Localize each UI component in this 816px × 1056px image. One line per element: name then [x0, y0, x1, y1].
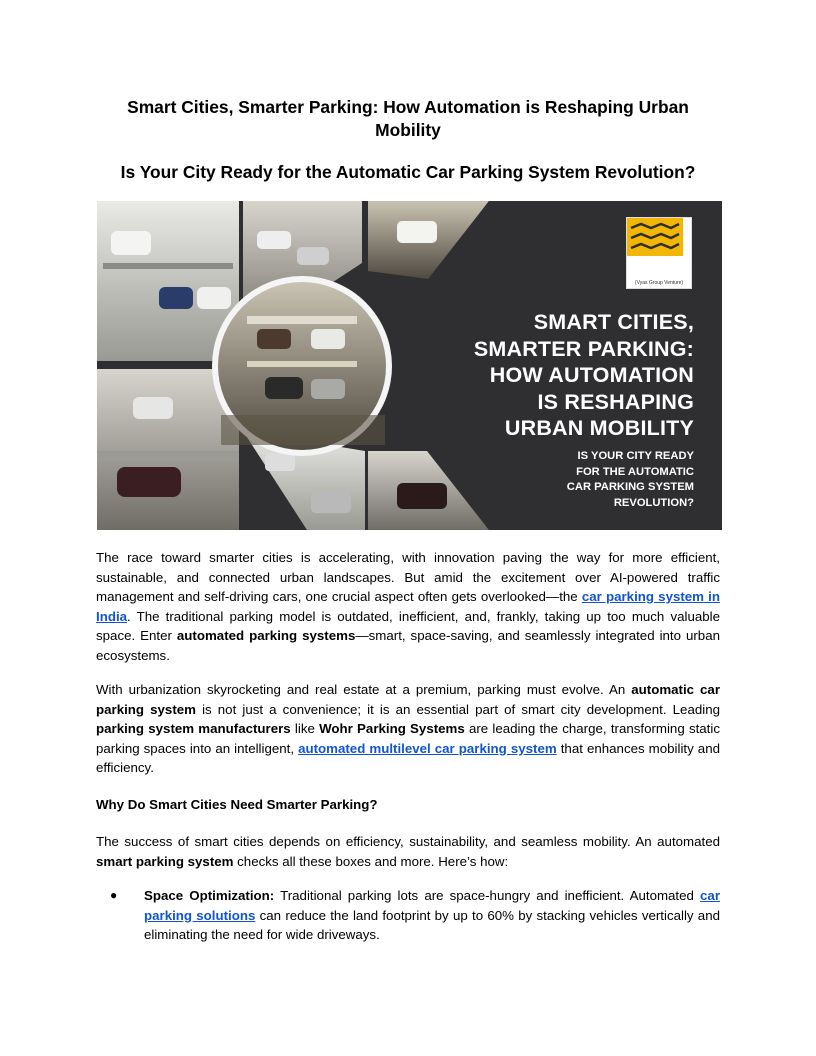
link-car-parking-solutions[interactable]: car parking solutions — [144, 888, 720, 923]
hero-banner-image — [97, 201, 722, 530]
bullet-icon: ● — [110, 888, 118, 902]
page-title: Smart Cities, Smarter Parking: How Automation is Reshaping Urban Mobility — [127, 97, 689, 140]
text-run: The race toward smarter cities is accelerating, with innovation paving the way for more efficient, sustainable, and connected urban landscapes. But amid the excitement over AI-powered traffic management and self-driving cars, one crucial aspect often gets overlooked—the — [96, 550, 720, 605]
bold-automated-parking-systems: automated parking systems — [176, 628, 356, 644]
page-subtitle: Is Your City Ready for the Automatic Car Parking System Revolution? — [120, 162, 696, 182]
bold-smart-parking-system: smart parking system — [96, 853, 234, 869]
bullet-list — [96, 886, 720, 945]
text-run: —smart, space-saving, and seamlessly integrated into urban ecosystems. — [96, 628, 720, 663]
text-run: The success of smart cities depends on efficiency, sustainability, and seamless mobility. An automated — [96, 834, 720, 849]
text-run: is not just a convenience; it is an essential part of smart city development. Leading — [195, 701, 720, 717]
car-blue — [159, 287, 193, 309]
wohr-logo — [626, 217, 692, 289]
section-heading: Why Do Smart Cities Need Smarter Parking? — [96, 797, 378, 812]
car-white — [111, 231, 151, 255]
text-run: can reduce the land footprint by up to 60% by stacking vehicles vertically and eliminating the need for wide driveways. — [144, 907, 720, 943]
logo-tagline: (Vyas Group Venture) — [634, 280, 684, 286]
bold-automatic-car-parking-system: automatic car parking system — [96, 682, 720, 717]
bold-space-optimization: Space Optimization: — [144, 888, 275, 903]
link-automated-multilevel-car-parking[interactable]: automated multilevel car parking system — [298, 740, 557, 756]
text-run: Traditional parking lots are space-hungry and inefficient. Automated — [274, 888, 701, 903]
text-run: checks all these boxes and more. Here’s how: — [233, 853, 509, 869]
text-run: are leading the charge, transforming static parking spaces into an intelligent, — [96, 721, 720, 756]
text-run: With urbanization skyrocketing and real estate at a premium, parking must evolve. An — [96, 682, 632, 697]
text-run: that enhances mobility and efficiency. — [96, 740, 720, 776]
banner-subline: IS YOUR CITY READY FOR THE AUTOMATIC CAR PARKING SYSTEM REVOLUTION? — [566, 450, 694, 509]
banner-headline: SMART CITIES, SMARTER PARKING: HOW AUTOMATION IS RESHAPING URBAN MOBILITY — [473, 310, 694, 440]
bold-wohr-parking-systems: Wohr Parking Systems — [319, 721, 465, 737]
car-white — [197, 287, 231, 309]
logo-emblem-icon — [627, 218, 683, 256]
text-run: . The traditional parking model is outdated, inefficient, and, frankly, taking up too much valuable space. Enter — [96, 608, 720, 644]
link-car-parking-system-india[interactable]: car parking system in India — [96, 589, 720, 624]
bold-parking-system-manufacturers: parking system manufacturers — [96, 721, 291, 737]
list-item — [96, 886, 720, 945]
urbanization-paragraph — [96, 680, 720, 778]
text-run: like — [290, 721, 320, 737]
car-maroon — [117, 467, 181, 497]
intro-paragraph — [96, 548, 720, 666]
success-paragraph — [96, 832, 720, 871]
